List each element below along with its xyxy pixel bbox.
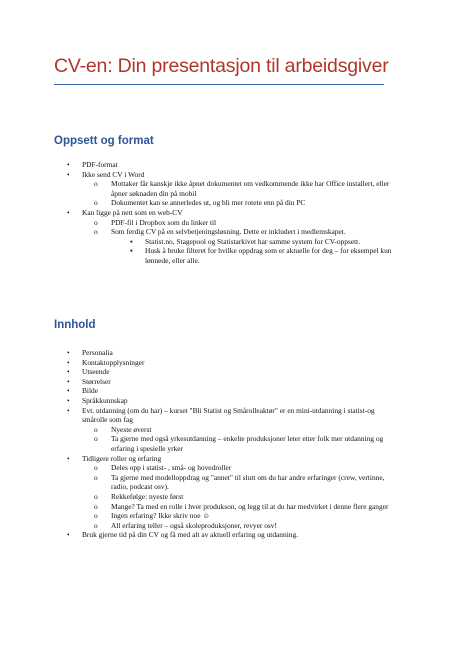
list-item [0, 521, 460, 531]
bullet-icon: • [67, 357, 70, 367]
list-item [0, 396, 460, 406]
list-item-text: Personalia [82, 348, 113, 357]
list-item [0, 198, 460, 208]
list-item [0, 358, 460, 368]
list-item-text: Ikke send CV i Word [82, 169, 145, 179]
list-item [0, 530, 460, 540]
list-item [0, 492, 460, 502]
list-item [0, 425, 460, 435]
list-item [0, 377, 460, 387]
list-item-text: Statist.no, Stagepool og Statistarkivet har samme system for CV-oppsett. [145, 236, 361, 246]
circle-bullet-icon: o [94, 472, 98, 482]
list-item [0, 463, 460, 473]
circle-bullet-icon: o [94, 424, 98, 434]
list-item-text: Bruk gjerne tid på din CV og få med alt av aktuell erfaring og utdanning. [82, 530, 298, 540]
bullet-icon: • [67, 169, 70, 179]
bullet-icon: • [67, 367, 70, 377]
list-item-text: Bilde [82, 386, 99, 396]
list-item [0, 218, 460, 228]
section-heading-content: Innhold [54, 319, 96, 331]
list-item [0, 179, 460, 198]
list-item-text: Tidligere roller og erfaring [82, 453, 162, 463]
list-item-text: Størrelser [82, 376, 111, 386]
format-list [0, 160, 460, 266]
list-item [0, 246, 460, 265]
list-item [0, 227, 460, 237]
list-item [0, 406, 460, 425]
bullet-icon: • [67, 395, 70, 405]
list-item [0, 160, 460, 170]
section-heading-format: Oppsett og format [54, 135, 154, 147]
title-underline [54, 84, 384, 85]
circle-bullet-icon: o [94, 179, 98, 189]
circle-bullet-icon: o [94, 198, 98, 208]
list-item-text: Som ferdig CV på en selvbetjeningsløsning. Dette er inkludert i medlemskapet. [111, 227, 346, 237]
bullet-icon: • [67, 376, 70, 386]
list-item-text: Dokumentet kan se annerledes ut, og bli mer rotete enn på din PC [111, 198, 306, 208]
list-item-text: PDF-format [82, 160, 118, 169]
list-item [0, 434, 460, 453]
list-item [0, 367, 460, 377]
circle-bullet-icon: o [94, 434, 98, 444]
bullet-icon: • [67, 530, 70, 540]
bullet-icon: • [67, 453, 70, 463]
list-item-text: Deles opp i statist- , små- og hovedroller [111, 463, 232, 473]
list-item [0, 237, 460, 247]
list-item [0, 208, 460, 218]
list-item-text: Ta gjerne med også yrkesutdanning – enkelte produksjoner leter etter folk mer utdanning og erfaring i spesielle yrker [111, 434, 384, 453]
list-item-text: Utseende [82, 367, 110, 377]
content-list [0, 348, 460, 540]
list-item-text: Nyeste øverst [111, 424, 152, 434]
circle-bullet-icon: o [94, 501, 98, 511]
list-item [0, 502, 460, 512]
list-item [0, 348, 460, 358]
list-item-text: Evt. utdanning (om du har) – kurset "Bli Statist og Smårolleaktør" er en mini-utdanning i statist-og smårolle som fag [82, 405, 375, 425]
bullet-icon: • [67, 405, 70, 415]
circle-bullet-icon: o [94, 511, 98, 521]
square-bullet-icon: ▪ [130, 246, 133, 256]
list-item-text: Ta gjerne med modelloppdrag og "annet" til slutt om du har andre erfaringer (crew, vertinne, radio, podcast osv). [111, 472, 385, 492]
list-item-text: PDF-fil i Dropbox som du linker til [111, 217, 217, 227]
bullet-icon: • [67, 386, 70, 396]
circle-bullet-icon: o [94, 491, 98, 501]
document-title: CV-en: Din presentasjon til arbeidsgiver [54, 55, 389, 77]
circle-bullet-icon: o [94, 227, 98, 237]
list-item-text: Kontaktopplysninger [82, 357, 145, 367]
list-item-text: Mottaker får kanskje ikke åpnet dokumentet om vedkommende ikke har Office installert, eller åpner søknaden din på mobil [111, 179, 390, 198]
list-item-text: Ingen erfaring? Ikke skriv noe ☺ [111, 511, 210, 521]
circle-bullet-icon: o [94, 520, 98, 530]
square-bullet-icon: ▪ [130, 236, 133, 246]
list-item-text: Rekkefølge: nyeste først [111, 491, 184, 501]
list-item [0, 386, 460, 396]
list-item-text: Kan ligge på nett som en web-CV [82, 207, 183, 217]
bullet-icon: • [67, 160, 70, 169]
list-item-text: Språkkunnskap [82, 395, 128, 405]
list-item [0, 170, 460, 180]
bullet-icon: • [67, 207, 70, 217]
list-item [0, 473, 460, 492]
bullet-icon: • [67, 348, 70, 357]
circle-bullet-icon: o [94, 463, 98, 473]
list-item-text: All erfaring teller – også skoleproduksjoner, revyer osv! [111, 520, 277, 530]
list-item [0, 454, 460, 464]
circle-bullet-icon: o [94, 217, 98, 227]
list-item [0, 511, 460, 521]
list-item-text: Mange? Ta med en rolle i hver produkson, og legg til at du har medvirket i denne flere ganger [111, 501, 389, 511]
list-item-text: Husk å bruke filteret for hvilke oppdrag som er aktuelle for deg – for eksempel kun lønnede, eller alle. [145, 246, 392, 265]
